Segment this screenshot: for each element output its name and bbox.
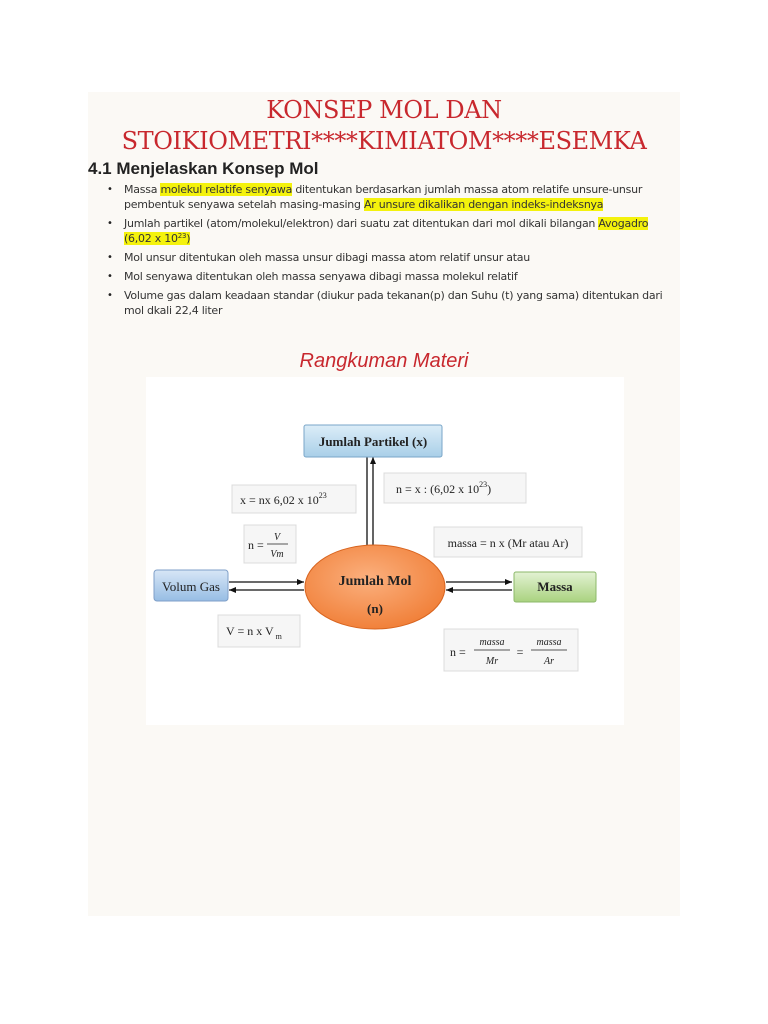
formula-text: V = n x V: [226, 624, 274, 638]
formula-mol-from-volume: [244, 525, 296, 563]
document-page: [88, 92, 680, 916]
list-text: Mol unsur ditentukan oleh massa unsur dibagi massa atom relatif unsur atau: [124, 251, 531, 264]
formula-particles-from-mol: [232, 485, 356, 513]
title-line-2: STOIKIOMETRI****KIMIATOM****ESEMKA: [121, 127, 647, 155]
list-item: [107, 182, 672, 212]
mass-label: Massa: [537, 579, 573, 594]
formula-exponent: 23: [318, 491, 327, 500]
gas-volume-node: [154, 570, 228, 601]
mass-node: [514, 572, 596, 602]
formula-text: n =: [450, 645, 466, 659]
highlighted-text: Ar unsure dikalikan dengan indeks-indeksnya: [364, 198, 604, 211]
title-line-1: KONSEP MOL DAN: [266, 96, 502, 124]
diagram-svg: [146, 377, 624, 725]
mol-concept-diagram: [146, 377, 624, 725]
concept-list: [88, 182, 672, 318]
highlighted-text: molekul relatife senyawa: [160, 183, 293, 196]
svg-text:n = x : (6,02 x 1023): [396, 480, 491, 496]
formula-subscript: m: [275, 632, 282, 641]
document-title: [88, 92, 680, 157]
particles-node: [304, 425, 442, 457]
list-text: Jumlah partikel (atom/molekul/elektron) dari suatu zat ditentukan dari mol dikali bilangan: [124, 217, 599, 230]
bullet-glyph: •: [107, 290, 113, 301]
formula-numerator: V: [273, 532, 281, 543]
formula-text: n = x : (6,02 x 10: [396, 482, 480, 496]
list-item: [107, 216, 672, 246]
exponent: 23: [177, 232, 187, 240]
formula-volume-from-mol: [218, 615, 300, 647]
list-item: [107, 288, 672, 318]
section-heading: 4.1 Menjelaskan Konsep Mol: [88, 159, 319, 178]
formula-text: ): [487, 482, 492, 496]
bullet-glyph: •: [107, 184, 113, 195]
formula-text: x = nx 6,02 x 10: [240, 493, 319, 507]
formula-denominator: Vm: [270, 549, 284, 560]
formula-text: massa = n x (Mr atau Ar): [447, 536, 569, 550]
formula-exponent: 23: [479, 480, 488, 489]
mole-label: Jumlah Mol: [338, 574, 412, 589]
bullet-glyph: •: [107, 252, 113, 263]
formula-equals: =: [516, 645, 524, 659]
list-text: Massa: [124, 183, 161, 196]
mole-node: [305, 545, 445, 629]
formula-numerator: massa: [479, 637, 505, 648]
list-text: Mol senyawa ditentukan oleh massa senyawa dibagi massa molekul relatif: [124, 270, 518, 283]
list-item: [107, 250, 672, 265]
list-item: [107, 269, 672, 284]
highlighted-text-part: Avogadro (6,02 x 10: [124, 217, 649, 245]
formula-denominator: Mr: [485, 656, 499, 667]
list-text: ditentukan berdasarkan jumlah massa atom relatife unsure-unsur pembentuk senyawa setelah masing-masing: [124, 183, 643, 211]
formula-denominator: Ar: [544, 656, 554, 667]
formula-numerator: massa: [536, 637, 562, 648]
gas-volume-label: Volum Gas: [162, 579, 220, 594]
formula-mass-from-mol: [434, 527, 582, 557]
svg-text:x = nx 6,02 x 1023: [240, 491, 327, 507]
bullet-glyph: •: [107, 271, 113, 282]
bullet-glyph: •: [107, 218, 113, 229]
summary-heading: Rangkuman Materi: [299, 350, 469, 372]
formula-mol-from-particles: [384, 473, 526, 503]
formula-text: n =: [248, 538, 264, 552]
highlighted-text-part: ): [186, 232, 191, 245]
particles-label: Jumlah Partikel (x): [318, 434, 428, 449]
formula-mol-from-mass: [444, 629, 578, 671]
mole-symbol: (n): [367, 601, 383, 616]
list-text: Volume gas dalam keadaan standar (diukur pada tekanan(p) dan Suhu (t) yang sama) ditentukan dari mol dkali 22,4 liter: [124, 289, 663, 317]
